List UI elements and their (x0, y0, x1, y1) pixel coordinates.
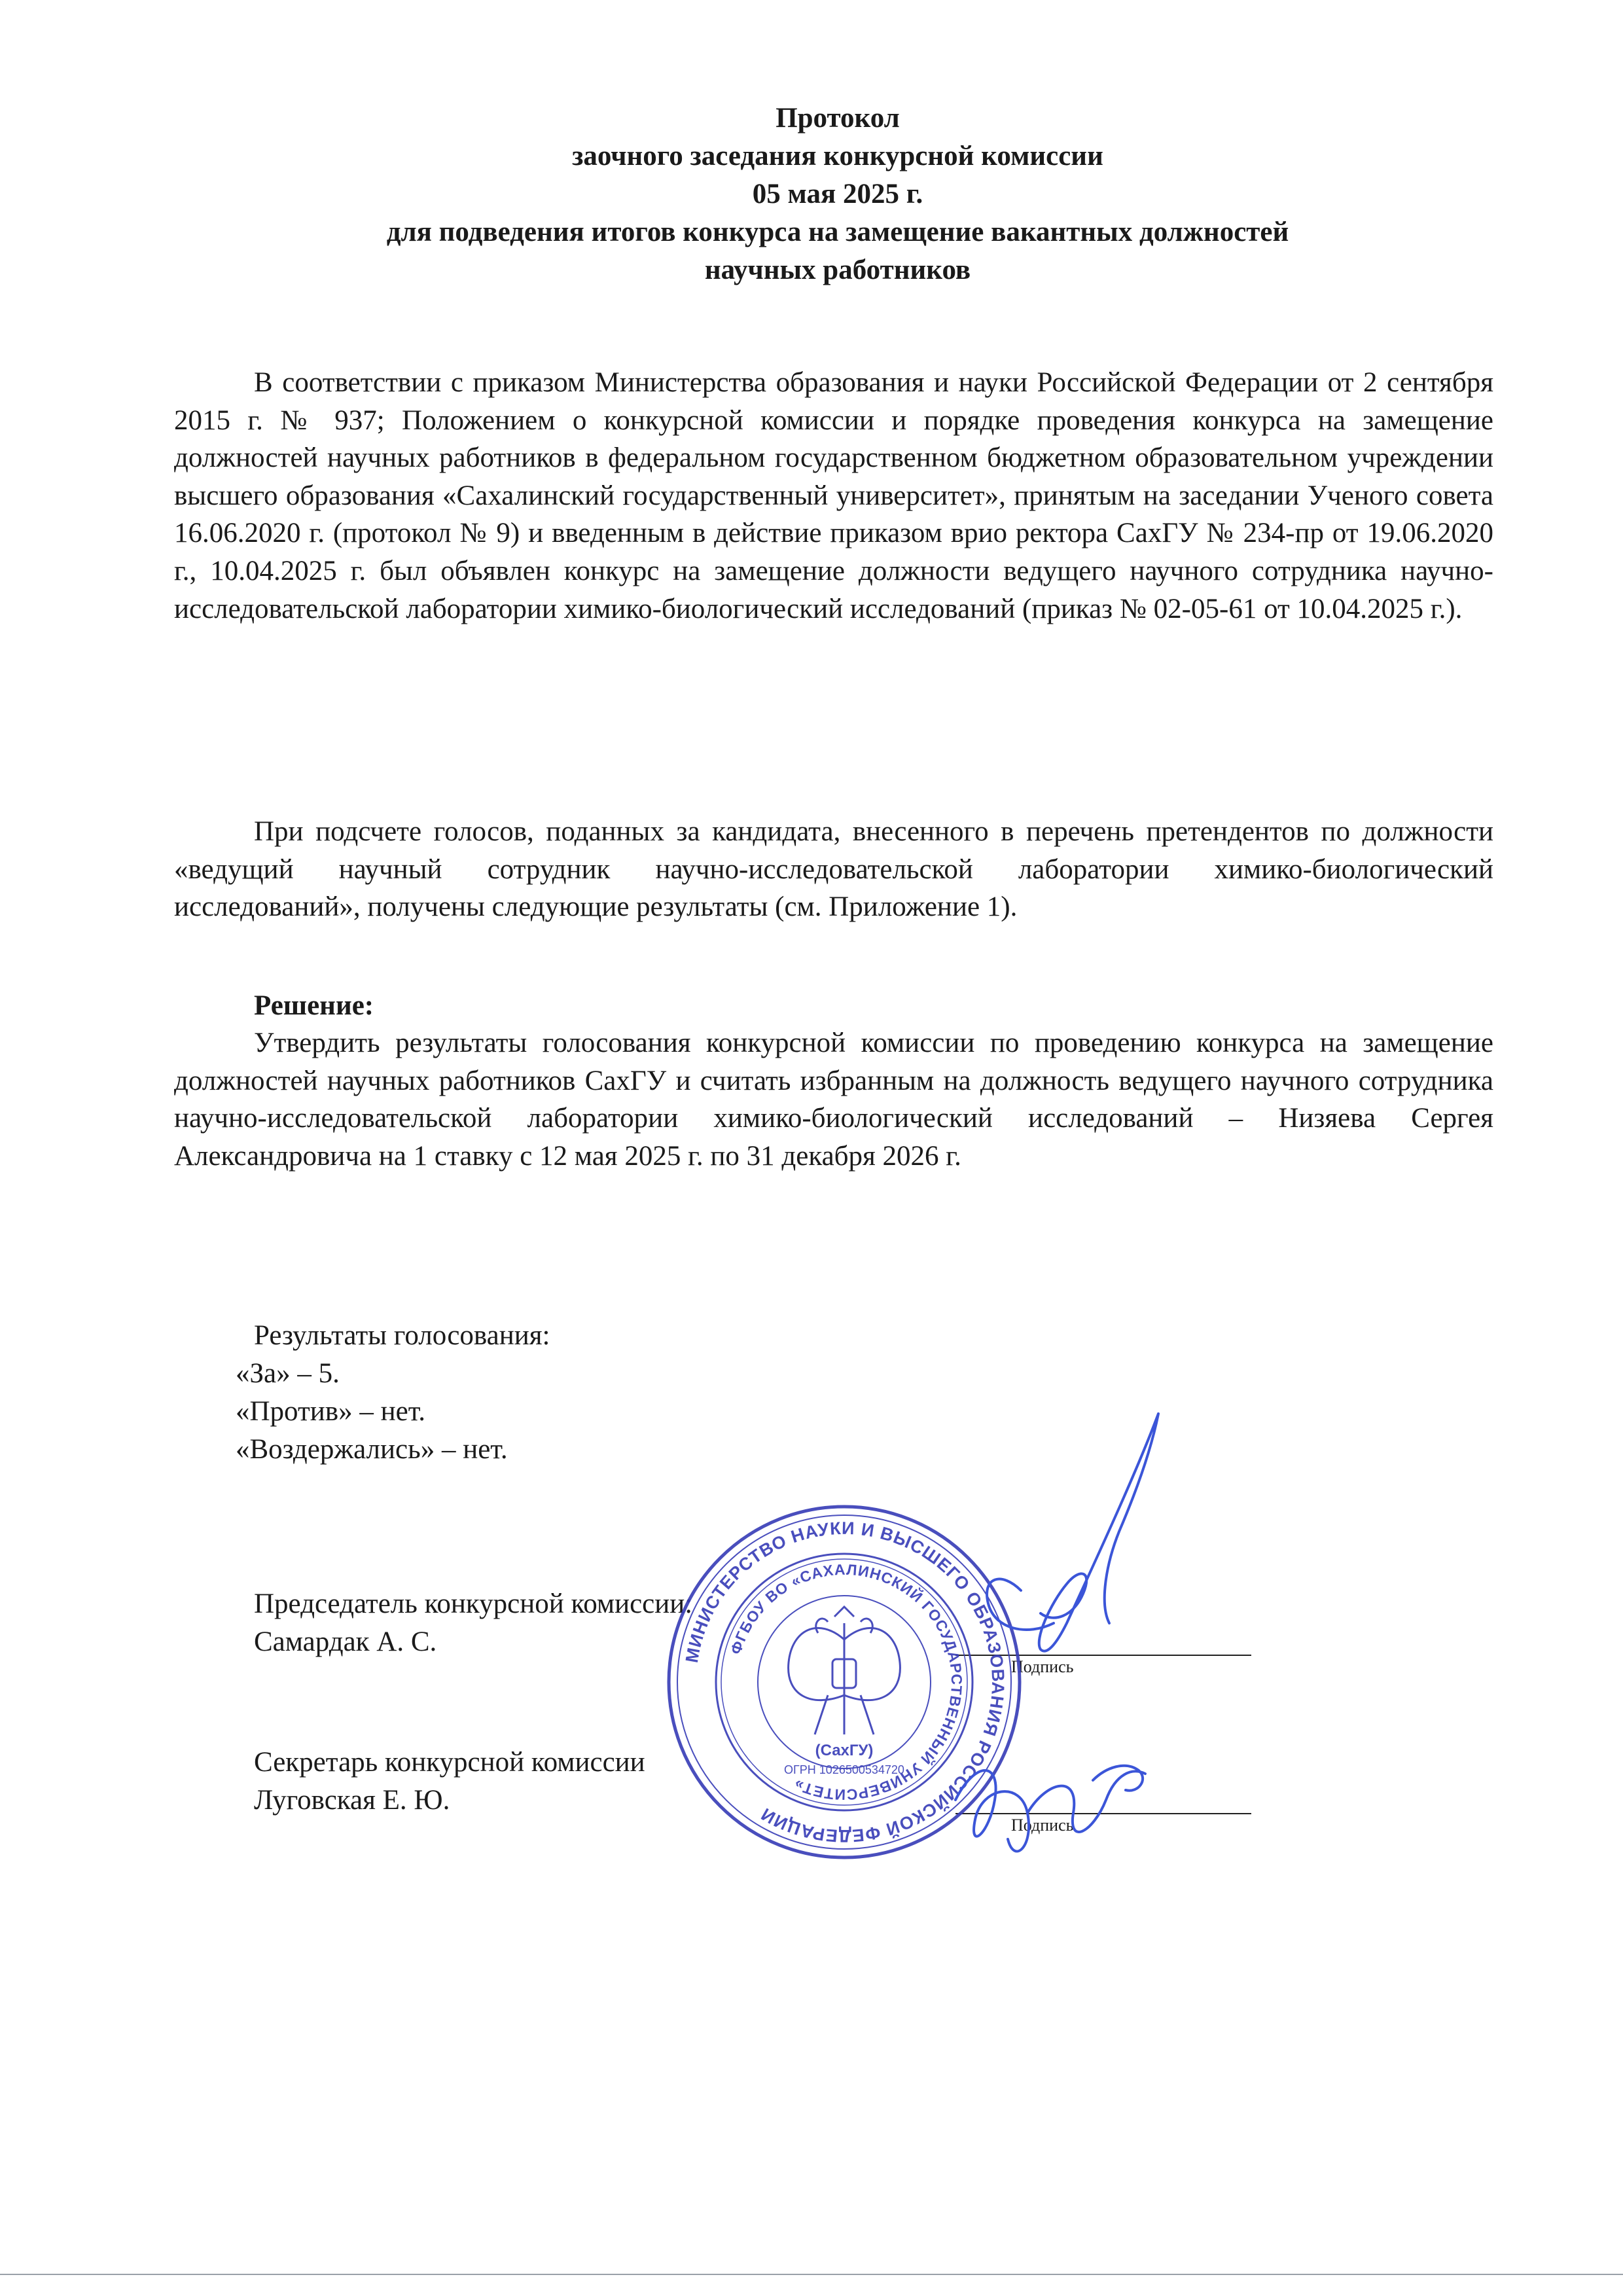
header-subtitle: заочного заседания конкурсной комиссии (572, 141, 1103, 171)
secretary-signature-caption: Подпись (1011, 1816, 1074, 1835)
scan-edge-line (0, 2274, 1623, 2275)
header-title: Протокол (776, 103, 900, 134)
paragraph-decision: Утвердить результаты голосования конкурсной комиссии по проведению конкурса на замещение должностей научных работников СахГУ и считать избранным на должность ведущего научного сотрудника научно-исследовательской лаборатории химико-биологический исследований – Низяева Сергея Александровича на 1 ставку с 12 мая 2025 г. по 31 декабря 2026 г. (174, 1028, 1493, 1172)
voting-results (236, 1317, 550, 1469)
chair-name: Самардак А. С. (254, 1626, 437, 1657)
header-date: 05 мая 2025 г. (752, 179, 923, 209)
stamp-ogrn: ОГРН 1026500534720 (784, 1763, 904, 1776)
header-purpose-cont: научных работников (704, 255, 971, 285)
secretary-name: Луговская Е. Ю. (254, 1785, 450, 1816)
chair-title: Председатель конкурсной комиссии: (254, 1588, 693, 1619)
document-header (170, 99, 1505, 289)
header-purpose: для подведения итогов конкурса на замещение вакантных должностей (386, 217, 1289, 247)
stamp-outer-text: МИНИСТЕРСТВО НАУКИ И ВЫСШЕГО ОБРАЗОВАНИЯ РОССИЙСКОЙ ФЕДЕРАЦИИ (681, 1518, 1008, 1846)
chair-signature-block (254, 1585, 692, 1661)
decision-heading: Решение: (254, 990, 374, 1021)
secretary-handwritten-signature (929, 1721, 1165, 1878)
stamp-inner-text: ФГБОУ ВО «САХАЛИНСКИЙ ГОСУДАРСТВЕННЫЙ УНИВЕРСИТЕТ» (726, 1560, 966, 1804)
voting-against: «Против» – нет. (236, 1396, 425, 1427)
voting-abstained: «Воздержались» – нет. (236, 1434, 508, 1465)
paragraph-counting: При подсчете голосов, поданных за кандидата, внесенного в перечень претендентов по должности «ведущий научный сотрудник научно-исследовательской лаборатории химико-биологический исследований», получены следующие результаты (см. Приложение 1). (174, 816, 1493, 923)
paragraph-basis: В соответствии с приказом Министерства образования и науки Российской Федерации от 2 сентября 2015 г. № 937; Положением о конкурсной комиссии и порядке проведения конкурса на замещение должностей научных работников в федеральном государственном бюджетном образовательном учреждении высшего образования «Сахалинский государственный университет», принятым на заседании Ученого совета 16.06.2020 г. (протокол № 9) и введенным в действие приказом врио ректора СахГУ № 234-пр от 19.06.2020 г., 10.04.2025 г. был объявлен конкурс на замещение должности ведущего научного сотрудника научно-исследовательской лаборатории химико-биологический исследований (приказ № 02-05-61 от 10.04.2025 г.). (174, 367, 1493, 624)
voting-for: «За» – 5. (236, 1358, 340, 1389)
secretary-signature-block (254, 1744, 645, 1820)
eagle-emblem-icon (789, 1607, 901, 1734)
voting-title: Результаты голосования: (254, 1320, 550, 1351)
chair-signature-caption: Подпись (1011, 1657, 1074, 1676)
stamp-center-label: (СахГУ) (815, 1742, 874, 1759)
chair-handwritten-signature (942, 1407, 1178, 1682)
secretary-title: Секретарь конкурсной комиссии (254, 1747, 645, 1778)
